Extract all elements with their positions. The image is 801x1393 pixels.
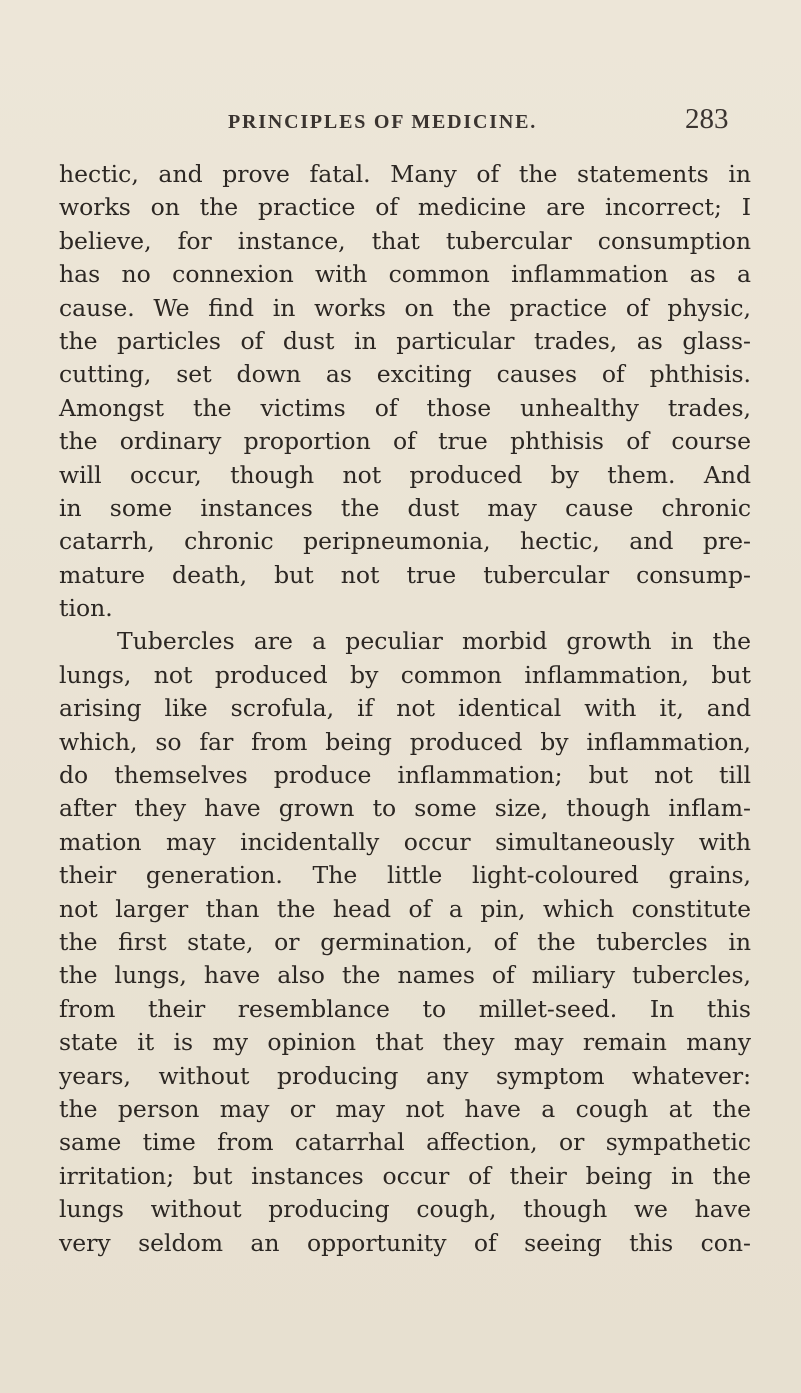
text-line: believe, for instance, that tubercular consumption: [59, 226, 751, 255]
text-line: irritation; but instances occur of their being in the: [59, 1161, 751, 1190]
text-line: mation may incidentally occur simultaneously with: [59, 827, 751, 856]
text-line: will occur, though not produced by them. And: [59, 460, 751, 489]
text-line: the lungs, have also the names of miliary tubercles,: [59, 961, 751, 990]
text-line: Amongst the victims of those unhealthy trades,: [59, 393, 751, 422]
text-line: works on the practice of medicine are incorrect; I: [59, 193, 751, 222]
text-line: years, without producing any symptom whatever:: [59, 1061, 751, 1090]
text-line: very seldom an opportunity of seeing this con-: [59, 1228, 751, 1257]
text-line: which, so far from being produced by inflammation,: [59, 727, 751, 756]
running-title: PRINCIPLES OF MEDICINE.: [228, 111, 538, 133]
text-line: do themselves produce inflammation; but not till: [59, 761, 751, 790]
text-line: lungs, not produced by common inflammation, but: [59, 660, 751, 689]
text-line: cause. We find in works on the practice of physic,: [59, 293, 751, 322]
text-line: mature death, but not true tubercular consump-: [59, 560, 751, 589]
running-head: [228, 103, 748, 143]
text-line: catarrh, chronic peripneumonia, hectic, and pre-: [59, 527, 751, 556]
text-line: lungs without producing cough, though we have: [59, 1195, 751, 1224]
body-text: [59, 158, 751, 1260]
paragraph-end-line: tion.: [59, 594, 113, 623]
text-line: from their resemblance to millet-seed. In this: [59, 994, 751, 1023]
text-line: the first state, or germination, of the tubercles in: [59, 927, 751, 956]
text-line: not larger than the head of a pin, which constitute: [59, 894, 751, 923]
text-line: in some instances the dust may cause chronic: [59, 493, 751, 522]
text-line: the person may or may not have a cough at the: [59, 1094, 751, 1123]
text-line: the ordinary proportion of true phthisis of course: [59, 427, 751, 456]
text-line: cutting, set down as exciting causes of phthisis.: [59, 360, 751, 389]
text-line: state it is my opinion that they may remain many: [59, 1028, 751, 1057]
text-line: has no connexion with common inflammation as a: [59, 260, 751, 289]
text-line: after they have grown to some size, though inflam-: [59, 794, 751, 823]
page-number: 283: [685, 103, 729, 135]
text-line: hectic, and prove fatal. Many of the statements in: [59, 160, 751, 188]
paragraph-start-line: Tubercles are a peculiar morbid growth in the: [117, 627, 751, 656]
text-line: the particles of dust in particular trades, as glass-: [59, 326, 751, 355]
text-line: arising like scrofula, if not identical with it, and: [59, 694, 751, 723]
text-line: same time from catarrhal affection, or sympathetic: [59, 1128, 751, 1157]
text-line: their generation. The little light-coloured grains,: [59, 861, 751, 890]
